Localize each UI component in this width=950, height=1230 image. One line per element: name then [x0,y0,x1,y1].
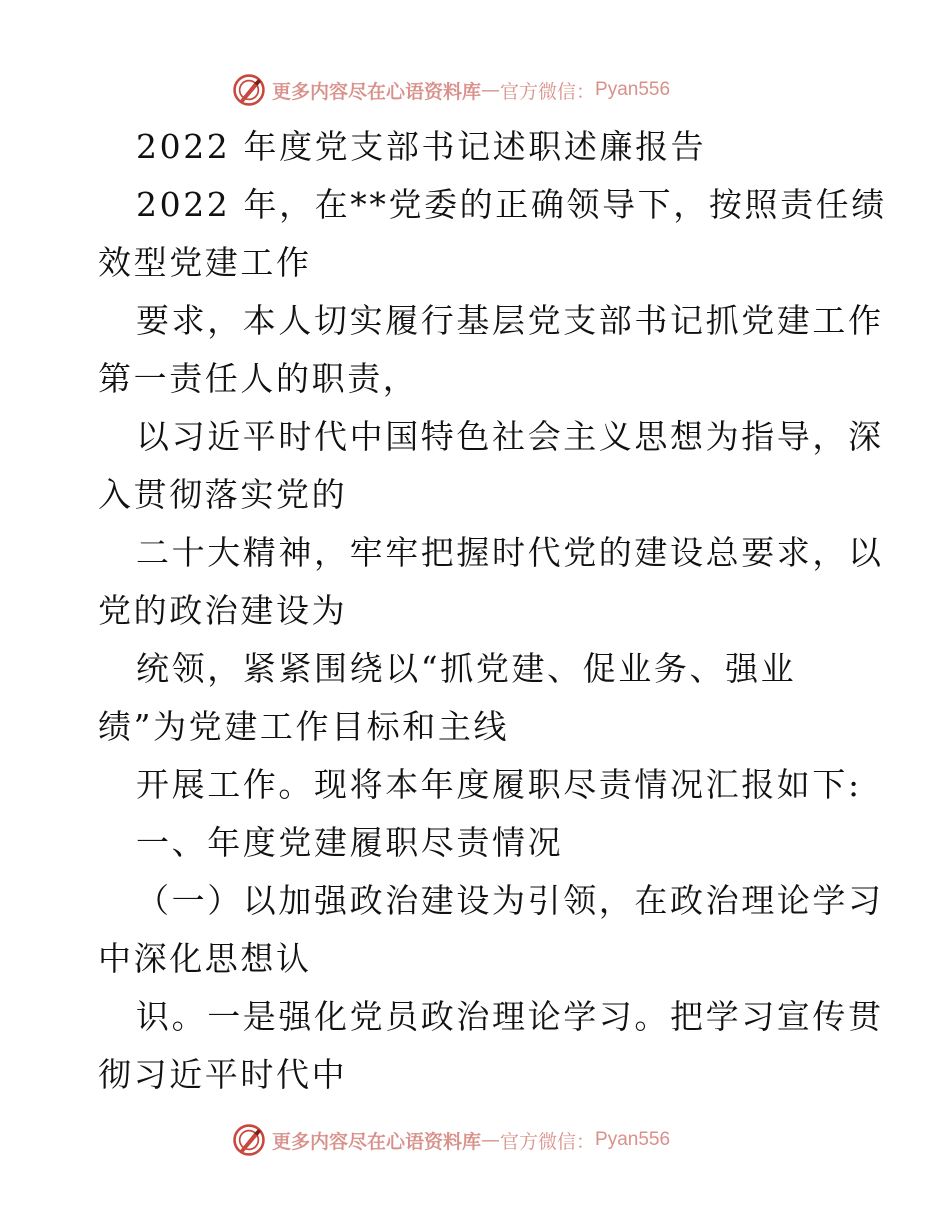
paragraph-line: 开展工作。现将本年度履职尽责情况汇报如下: [136,765,862,804]
pen-logo-icon [232,1123,266,1157]
paragraph-line: 彻习近平时代中 [98,1055,348,1094]
watermark-wechat-label: 官方微信： [500,80,596,103]
paragraph-line: 效型党建工作 [98,243,312,282]
watermark-wechat-id: Pyan556 [595,79,671,100]
paragraph-line: 识。一是强化党员政治理论学习。把学习宣传贯 [136,997,884,1036]
paragraph-line: 2022 年，在**党委的正确领导下，按照责任绩 [136,185,887,224]
paragraph-line: 党的政治建设为 [98,591,348,630]
watermark-main-text: 更多内容尽在心语资料库 [272,1130,482,1153]
paragraph-line: 绩”为党建工作目标和主线 [98,707,510,746]
watermark-main-text: 更多内容尽在心语资料库 [272,80,482,103]
document-title: 2022 年度党支部书记述职述廉报告 [136,127,707,166]
watermark-dash: — [481,79,501,101]
paragraph-line: 入贯彻落实党的 [98,475,348,514]
watermark-footer [232,1120,670,1160]
paragraph-line: 中深化思想认 [98,939,312,978]
watermark-wechat-id: Pyan556 [595,1129,671,1150]
paragraph-line: 二十大精神，牢牢把握时代党的建设总要求，以 [136,533,884,572]
watermark-header [232,70,670,110]
paragraph-line: 统领，紧紧围绕以“抓党建、促业务、强业 [136,649,797,688]
subsection-heading: （一）以加强政治建设为引领，在政治理论学习 [136,881,884,920]
section-heading: 一、年度党建履职尽责情况 [136,823,564,862]
watermark-wechat-label: 官方微信： [500,1130,596,1153]
paragraph-line: 要求，本人切实履行基层党支部书记抓党建工作 [136,301,884,340]
pen-logo-icon [232,73,266,107]
paragraph-line: 第一责任人的职责， [98,359,419,398]
paragraph-line: 以习近平时代中国特色社会主义思想为指导，深 [136,417,884,456]
watermark-dash: — [481,1129,501,1151]
